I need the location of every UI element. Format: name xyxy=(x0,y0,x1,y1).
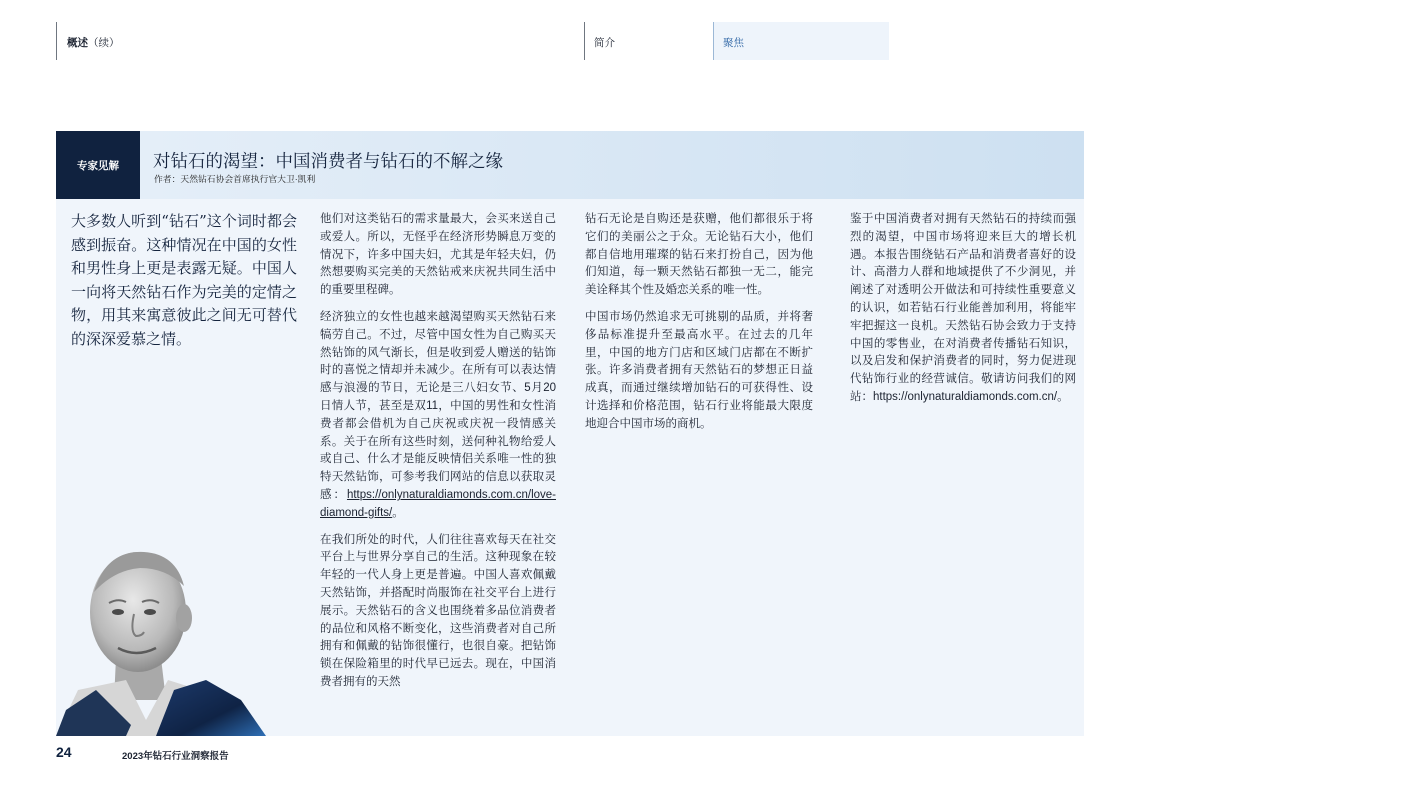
paragraph: 他们对这类钻石的需求量最大，会买来送自己或爱人。所以，无怪乎在经济形势瞬息万变的情况下，许多中国夫妇，尤其是年轻夫妇，仍然想要购买完美的天然钻戒来庆祝共同生活中的重要里程碑。 xyxy=(320,213,556,297)
paragraph: 在我们所处的时代，人们往往喜欢每天在社交平台上与世界分享自己的生活。这种现象在较年轻的一代人身上更是普遍。中国人喜欢佩戴天然钻饰，并搭配时尚服饰在社交平台上进行展示。天然钻石的含义也围绕着多品位消费者的品位和风格不断变化，这些消费者对自己所拥有和佩戴的钻饰很懂行，也很自豪。把钻饰锁在保险箱里的时代早已远去。现在，中国消费者拥有的天然 xyxy=(320,533,556,688)
text-column-3 xyxy=(850,211,1076,416)
paragraph: 钻石无论是自购还是获赠，他们都很乐于将它们的美丽公之于众。无论钻石大小，他们都自信地用璀璨的钻石来打扮自己，因为他们知道，每一颗天然钻石都独一无二，能完美诠释其个性及婚恋关系的唯一性。 xyxy=(585,213,813,297)
paragraph: 鉴于中国消费者对拥有天然钻石的持续而强烈的渴望，中国市场将迎来巨大的增长机遇。本报告围绕钻石产品和消费者喜好的设计、高潜力人群和地域提供了不少洞见，并阐述了对透明公开做法和可持续性重要意义的认识，如若钻石行业能善加利用，将能牢牢把握这一良机。天然钻石协会致力于支持中国的零售业，在对消费者传播钻石知识，以及启发和保护消费者的同时，努力促进现代钻饰行业的经营诚信。敬请访问我们的网站：https://onlynaturaldiamonds.com.cn/。 xyxy=(850,213,1076,403)
author-portrait xyxy=(56,540,266,736)
tab-focus[interactable] xyxy=(713,22,889,60)
paragraph: 经济独立的女性也越来越渴望购买天然钻石来犒劳自己。不过，尽管中国女性为自己购买天然钻饰的风气渐长，但是收到爱人赠送的钻饰时的喜悦之情却并未减少。在所有可以表达情感与浪漫的节日，无论是三八妇女节、5月20日情人节，甚至是双11，中国的男性和女性消费者都会借机为自己庆祝或庆祝一段情感关系。关于在所有这些时刻，送何种礼物给爱人或自己、什么才是能反映情侣关系唯一性的独特天然钻饰，可参考我们网站的信息以获取灵感：https://onlynaturaldiamonds.com.cn/love-diamond-gifts/。 xyxy=(320,310,556,519)
text-column-1 xyxy=(320,211,556,701)
gift-page-link[interactable]: https://onlynaturaldiamonds.com.cn/love-diamond-gifts/ xyxy=(320,488,556,519)
expert-insight-badge: 专家见解 xyxy=(56,131,140,199)
article-header xyxy=(140,131,1084,199)
tab-intro-label: 简介 xyxy=(594,37,615,49)
pull-quote: 大多数人听到“钻石”这个词时都会感到振奋。这种情况在中国的女性和男性身上更是表露无疑。中国人一向将天然钻石作为完美的定情之物，用其来寓意彼此之间无可替代的深深爱慕之情。 xyxy=(71,212,297,348)
website-link[interactable]: https://onlynaturaldiamonds.com.cn/ xyxy=(873,390,1058,403)
section-breadcrumb xyxy=(56,22,227,60)
report-title: 2023年钻石行业洞察报告 xyxy=(122,751,229,762)
page-number: 24 xyxy=(56,744,72,760)
section-title: 概述（续） xyxy=(67,37,120,49)
article-title: 对钻石的渴望：中国消费者与钻石的不解之缘 xyxy=(153,151,503,171)
article-author: 作者：天然钻石协会首席执行官大卫·凯利 xyxy=(154,174,316,184)
tab-focus-label: 聚焦 xyxy=(723,37,744,49)
tab-intro[interactable] xyxy=(584,22,713,60)
paragraph: 中国市场仍然追求无可挑剔的品质，并将奢侈品标准提升至最高水平。在过去的几年里，中国的地方门店和区域门店都在不断扩张。许多消费者拥有天然钻石的梦想正日益成真，而通过继续增加钻石的可获得性、设计选择和价格范围，钻石行业将能最大限度地迎合中国市场的商机。 xyxy=(585,310,813,430)
text-column-2 xyxy=(585,211,813,443)
